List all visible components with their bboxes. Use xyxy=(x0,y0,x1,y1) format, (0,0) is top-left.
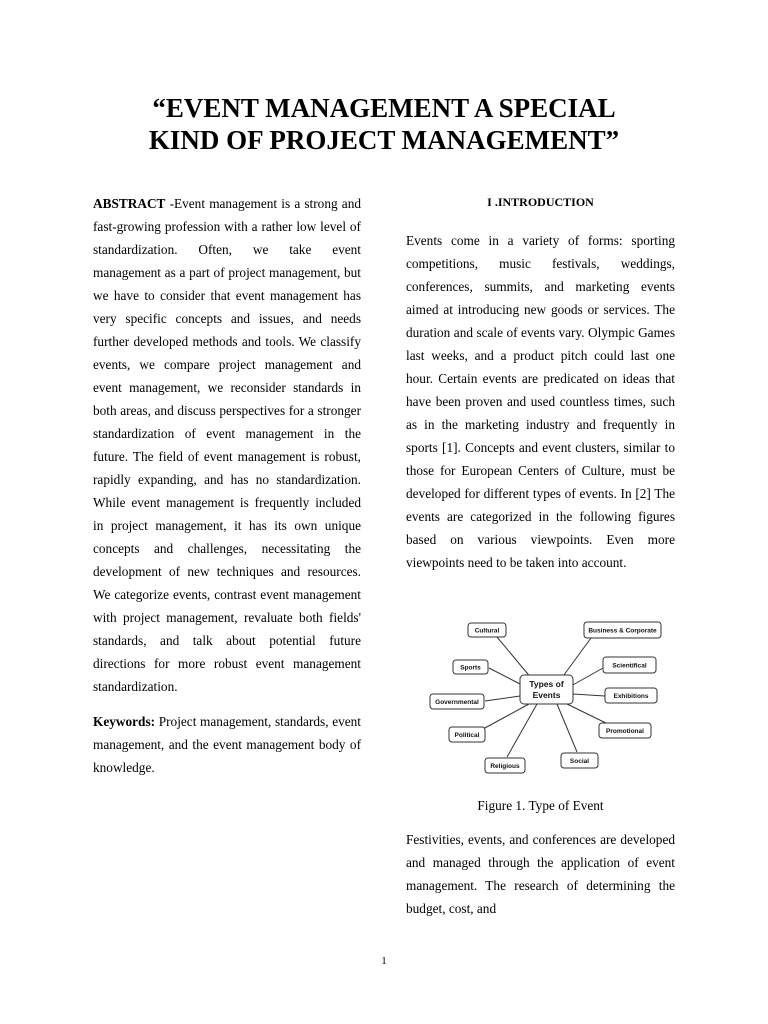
spoke-exhibitions xyxy=(573,694,605,696)
left-column xyxy=(93,192,361,779)
page-number: 1 xyxy=(381,955,387,967)
abstract-label: ABSTRACT xyxy=(93,196,166,211)
node-political xyxy=(449,727,485,742)
introduction-paragraph-1: Events come in a variety of forms: sporting competitions, music festivals, weddings, conferences, summits, and marketing events aimed at introducing new goods or services. The duration and scale of events vary. Olympic Games last weeks, and a product pitch could last one hour. Certain events are predicated on ideas that have been proven and used countless times, such as in the marketing industry and frequently in sports [1]. Concepts and event clusters, similar to those for European Centers of Culture, must be developed for different types of events. In [2] The events are categorized in the following figures based on various viewpoints. Even more viewpoints need to be taken into account. xyxy=(406,233,675,570)
node-scientifical xyxy=(603,657,656,673)
paper-title xyxy=(0,92,768,156)
node-governmental-label: Governmental xyxy=(435,699,479,706)
introduction-heading: I .INTRODUCTION xyxy=(487,195,594,209)
node-sports-label: Sports xyxy=(460,664,481,672)
node-social-label: Social xyxy=(569,758,590,765)
figure-caption: Figure 1. Type of Event xyxy=(477,798,604,813)
node-religious-label: Religious xyxy=(490,763,520,770)
title-line-2: KIND OF PROJECT MANAGEMENT” xyxy=(148,125,620,155)
center-label-line-1: Types of xyxy=(529,679,564,689)
node-cultural xyxy=(468,623,506,637)
abstract-text: -Event management is a strong and fast-growing profession with a rather low level of standardization. Often, we take event management as a part of project management, but we have to consider that event management has very specific concepts and issues, and needs further developed methods and tools. We classify events, we compare project management and event management, we reconsider standards in both areas, and discuss perspectives for a stronger standardization of event management in the future. The field of event management is robust, rapidly expanding, and has no standardization. While event management is frequently included in project management, it has its own unique concepts and challenges, necessitating the development of new techniques and resources. We categorize events, contrast event management with project management, revaluate both fields' standards, and talk about potential future directions for more robust event management standardization. xyxy=(93,196,361,694)
spoke-social xyxy=(557,704,577,752)
node-governmental xyxy=(430,694,484,709)
node-social xyxy=(561,753,598,768)
node-sports xyxy=(453,660,488,674)
introduction-paragraph-2: Festivities, events, and conferences are developed and managed through the application of event management. The research of determining the budget, cost, and xyxy=(406,832,675,916)
center-label-line-2: Events xyxy=(532,690,561,700)
node-exhibitions-label: Exhibitions xyxy=(613,693,649,700)
node-religious xyxy=(485,758,525,773)
keywords-paragraph xyxy=(93,710,361,779)
node-promotional xyxy=(599,723,651,738)
keywords-label: Keywords: xyxy=(93,714,156,729)
spoke-governmental xyxy=(485,696,520,701)
node-cultural-label: Cultural xyxy=(474,627,500,635)
node-business xyxy=(584,622,661,638)
keywords-text: Project management, standards, event management, and the event management body of knowledge. xyxy=(93,714,361,775)
spoke-cultural xyxy=(497,637,532,679)
center-node xyxy=(520,675,573,704)
spoke-promotional xyxy=(567,704,610,725)
event-types-diagram xyxy=(425,612,665,782)
spoke-scientifical xyxy=(571,668,603,686)
node-scientifical-label: Scientifical xyxy=(612,662,647,670)
spoke-political xyxy=(483,704,529,729)
node-exhibitions xyxy=(605,688,657,703)
node-business-label: Business & Corporate xyxy=(588,627,657,635)
abstract-paragraph xyxy=(93,192,361,698)
node-promotional-label: Promotional xyxy=(606,728,644,735)
spoke-religious xyxy=(507,704,537,757)
node-political-label: Political xyxy=(454,732,480,739)
title-line-1: “EVENT MANAGEMENT A SPECIAL xyxy=(152,93,616,123)
spoke-business xyxy=(561,638,591,679)
spoke-sports xyxy=(489,668,520,684)
event-types-figure xyxy=(425,612,665,782)
